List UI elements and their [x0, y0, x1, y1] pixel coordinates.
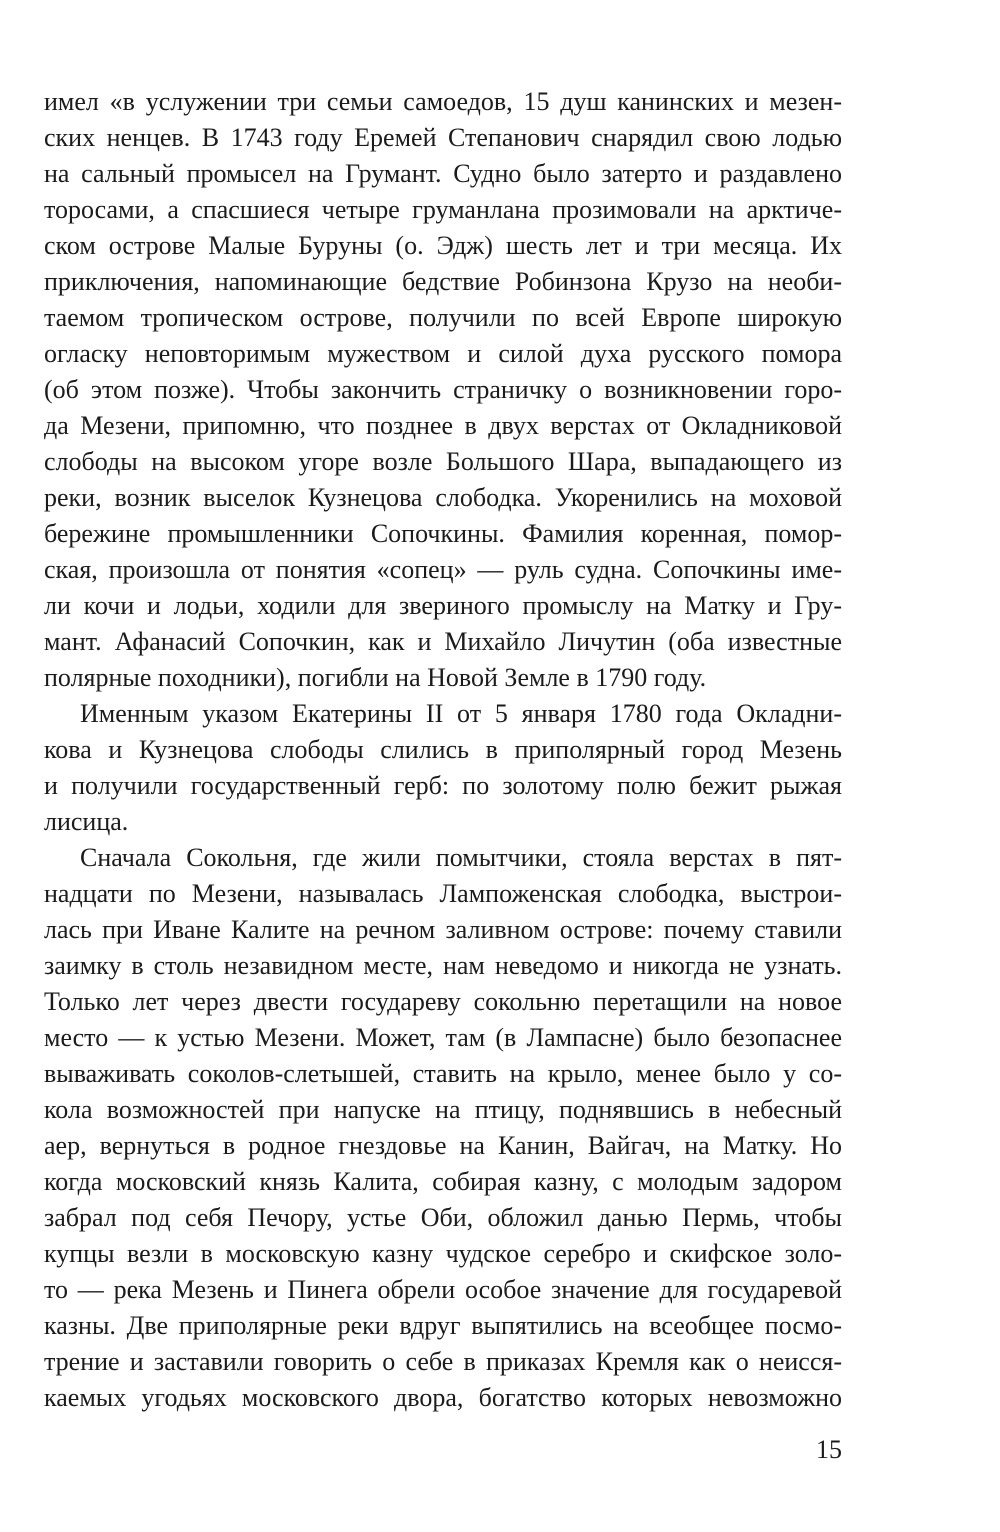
- text-line: аер, вернуться в родное гнездовье на Канин, Вайгач, на Матку. Но: [44, 1131, 842, 1160]
- text-line: надцати по Мезени, называлась Лампоженская слободка, выстрои-: [44, 879, 842, 908]
- text-line: забрал под себя Печору, устье Оби, обложил данью Пермь, чтобы: [44, 1203, 842, 1232]
- text-line: ли кочи и лодьи, ходили для звериного промыслу на Матку и Гру-: [44, 591, 842, 620]
- text-line: купцы везли в московскую казну чудское серебро и скифское золо-: [44, 1239, 842, 1268]
- text-line: ских ненцев. В 1743 году Еремей Степанович снарядил свою лодью: [44, 123, 842, 152]
- text-line: лисица.: [44, 807, 129, 836]
- text-line: Сначала Сокольня, где жили помытчики, стояла верстах в пят-: [80, 843, 842, 872]
- paragraph-1: [44, 84, 842, 696]
- text-line: и получили государственный герб: по золотому полю бежит рыжая: [44, 771, 842, 800]
- text-line: (об этом позже). Чтобы закончить страничку о возникновении горо-: [44, 375, 842, 404]
- text-line: Только лет через двести государеву сокольню перетащили на новое: [44, 987, 842, 1016]
- body-text: [44, 84, 842, 1416]
- text-line: ском острове Малые Буруны (о. Эдж) шесть лет и три месяца. Их: [44, 231, 842, 260]
- text-line: кова и Кузнецова слободы слились в приполярный город Мезень: [44, 735, 842, 764]
- paragraph-2-cont: [44, 732, 842, 840]
- text-line: вываживать соколов-слетышей, ставить на крыло, менее было у со-: [44, 1059, 842, 1088]
- text-line: лась при Иване Калите на речном заливном острове: почему ставили: [44, 915, 842, 944]
- page-number: 15: [816, 1435, 842, 1464]
- text-line: то — река Мезень и Пинега обрели особое значение для государевой: [44, 1275, 842, 1304]
- text-line: мант. Афанасий Сопочкин, как и Михайло Личутин (оба известные: [44, 627, 842, 656]
- paragraph-3-cont: [44, 876, 842, 1416]
- text-line: слободы на высоком угоре возле Большого Шара, выпадающего из: [44, 447, 842, 476]
- text-line: кола возможностей при напуске на птицу, поднявшись в небесный: [44, 1095, 842, 1124]
- paragraph-3: [44, 840, 842, 876]
- text-line: огласку неповторимым мужеством и силой духа русского помора: [44, 339, 842, 368]
- text-line: каемых угодьях московского двора, богатство которых невозможно: [44, 1383, 842, 1412]
- text-line: на сальный промысел на Грумант. Судно было затерто и раздавлено: [44, 159, 842, 188]
- text-line: да Мезени, припомню, что позднее в двух верстах от Окладниковой: [44, 411, 842, 440]
- text-line: казны. Две приполярные реки вдруг выпятились на всеобщее посмо-: [44, 1311, 842, 1340]
- text-line: бережине промышленники Сопочкины. Фамилия коренная, помор-: [44, 519, 842, 548]
- text-line: когда московский князь Калита, собирая казну, с молодым задором: [44, 1167, 842, 1196]
- text-line: трение и заставили говорить о себе в приказах Кремля как о неисся-: [44, 1347, 842, 1376]
- text-line: приключения, напоминающие бедствие Робинзона Крузо на необи-: [44, 267, 842, 296]
- text-line: заимку в столь незавидном месте, нам неведомо и никогда не узнать.: [44, 951, 842, 980]
- text-line: таемом тропическом острове, получили по всей Европе широкую: [44, 303, 842, 332]
- text-line: ская, произошла от понятия «сопец» — руль судна. Сопочкины име-: [44, 555, 842, 584]
- text-line: реки, возник выселок Кузнецова слободка. Укоренились на моховой: [44, 483, 842, 512]
- text-line: торосами, а спасшиеся четыре груманлана прозимовали на арктиче-: [44, 195, 842, 224]
- text-line: место — к устью Мезени. Может, там (в Лампасне) было безопаснее: [44, 1023, 842, 1052]
- text-line: Именным указом Екатерины II от 5 января 1780 года Окладни-: [80, 699, 842, 728]
- text-line: полярные походники), погибли на Новой Земле в 1790 году.: [44, 663, 707, 692]
- paragraph-2: [44, 696, 842, 732]
- text-line: имел «в услужении три семьи самоедов, 15 душ канинских и мезен-: [44, 87, 842, 116]
